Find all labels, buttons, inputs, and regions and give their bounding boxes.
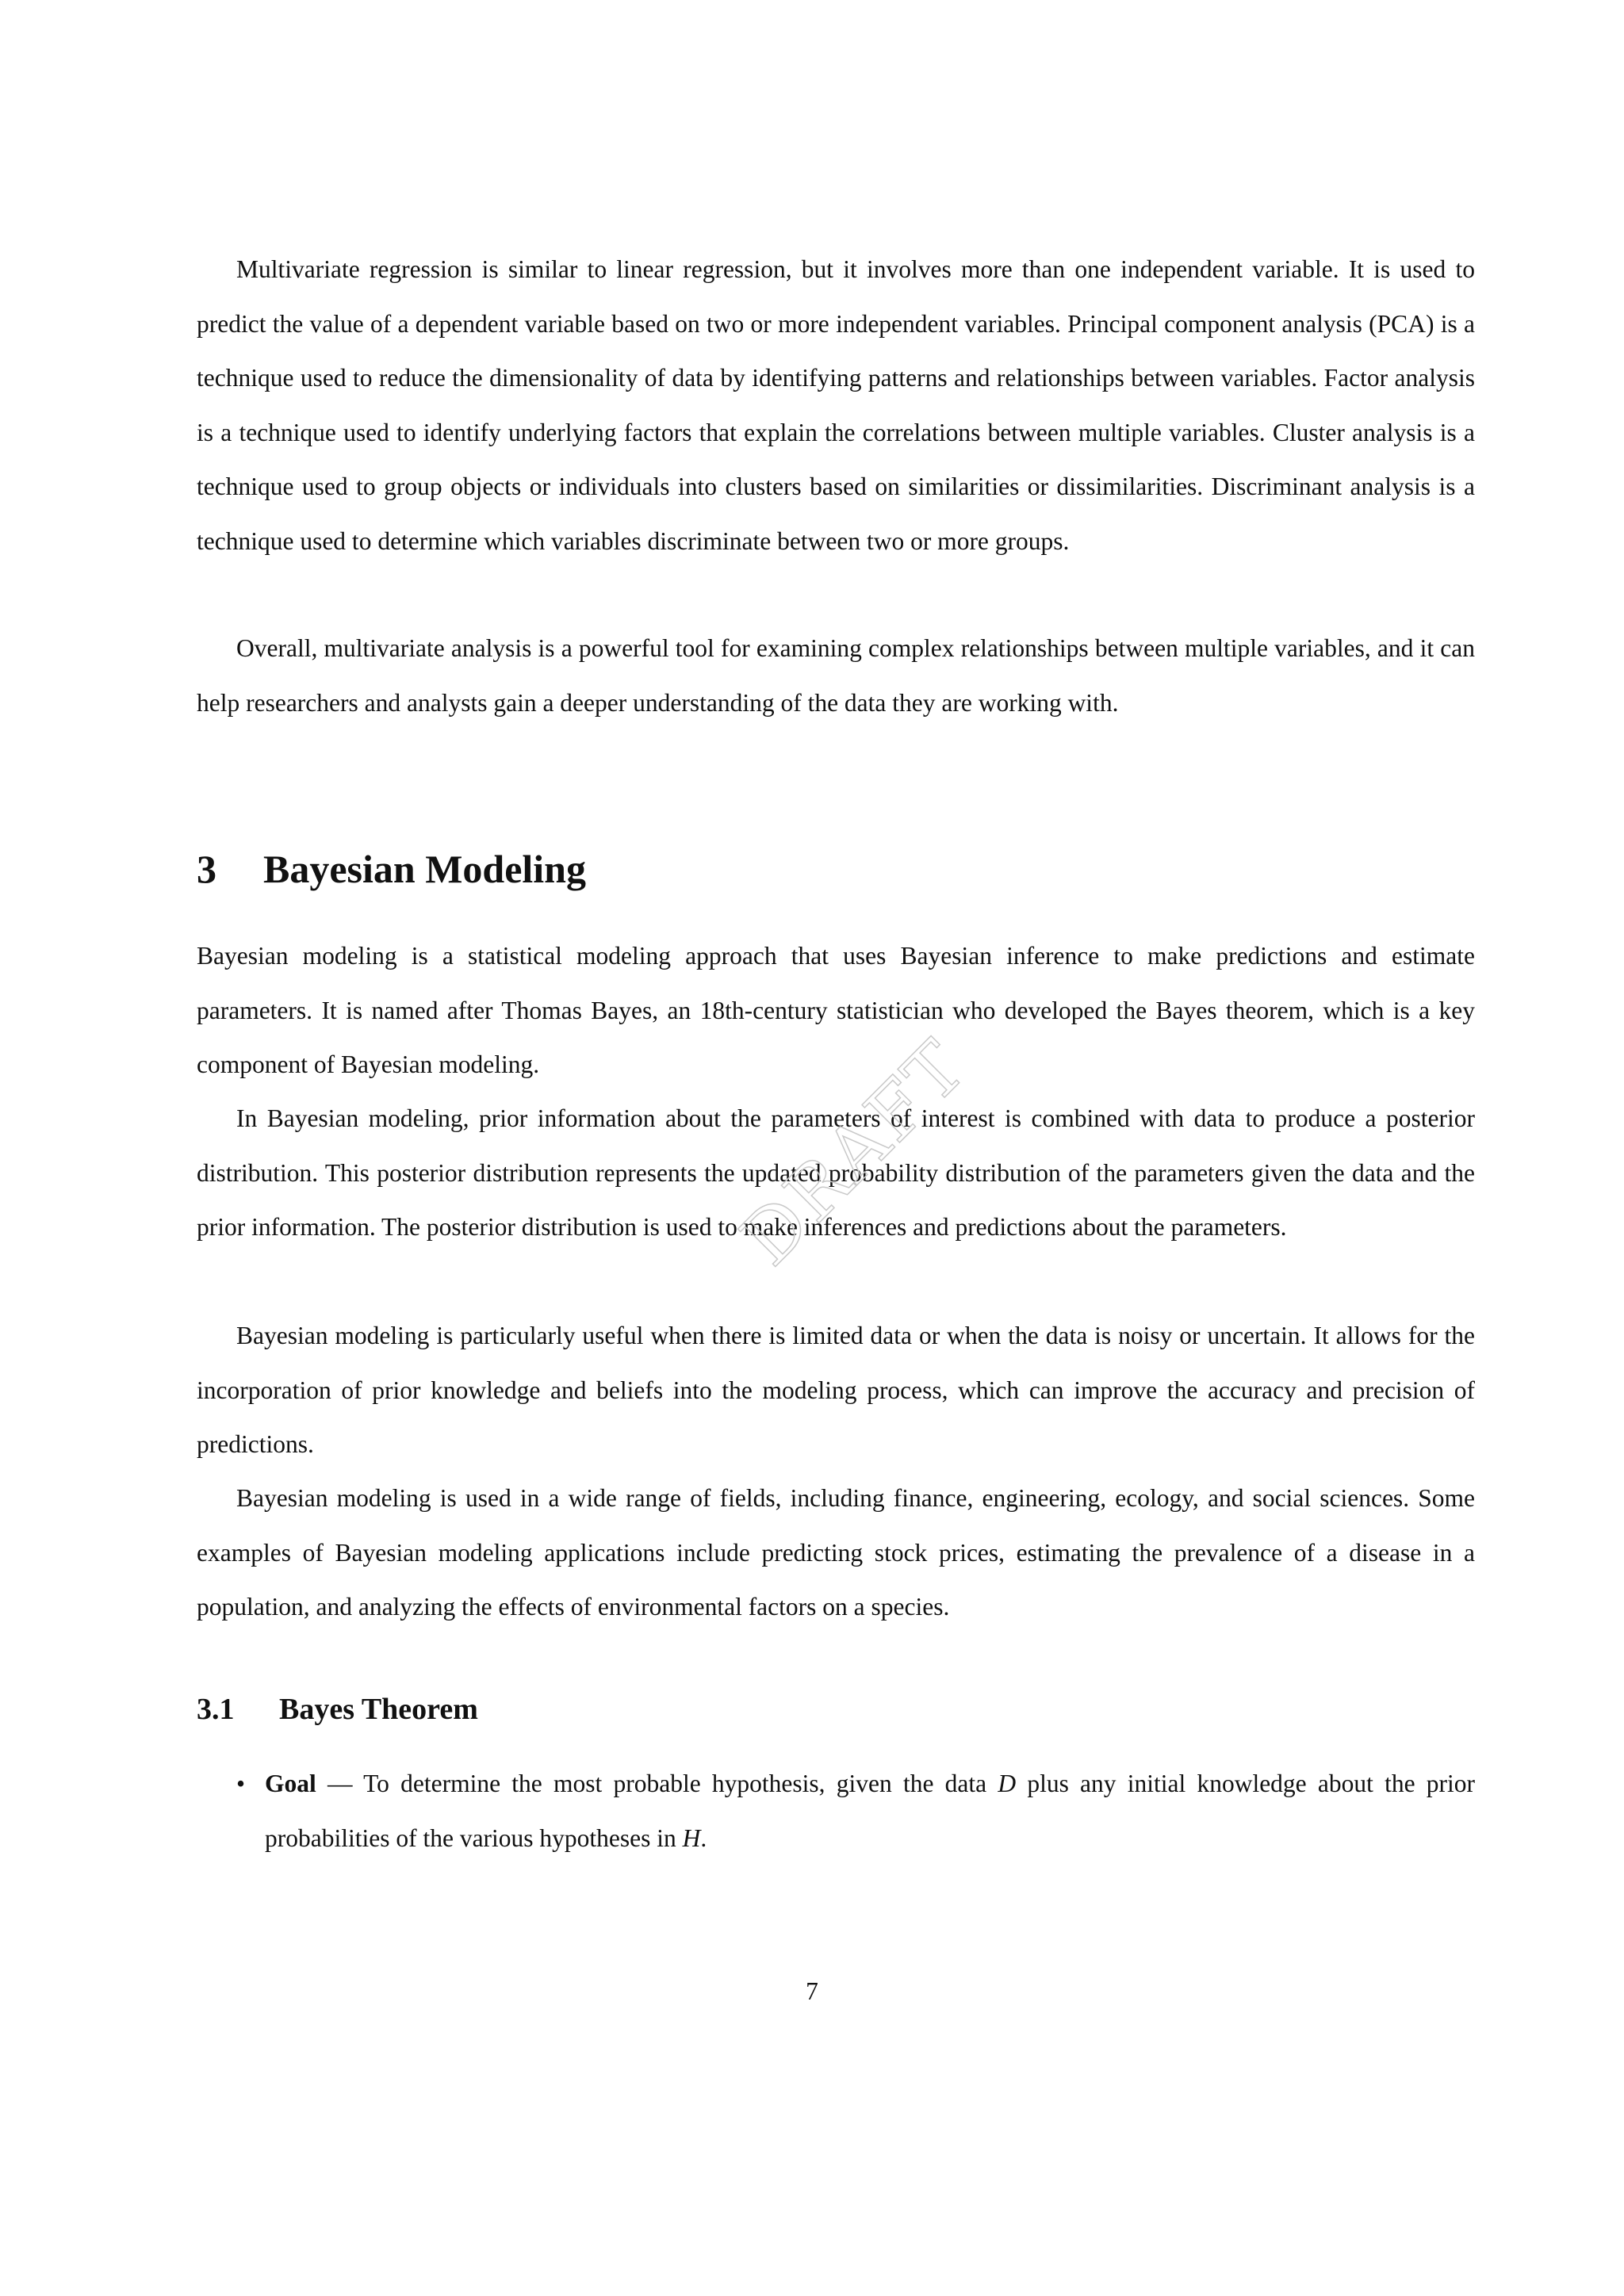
subsection-number: 3.1	[197, 1693, 235, 1726]
em-dash: —	[327, 1770, 353, 1797]
paragraph-multivariate-techniques: Multivariate regression is similar to linear regression, but it involves more than one independent variable. It is used to predict the value of a dependent variable based on two or more independent variables. Principal component analysis (PCA) is a technique used to reduce the dimensionality of data by identifying patterns and relationships between variables. Factor analysis is a technique used to identify underlying factors that explain the correlations between multiple variables. Cluster analysis is a technique used to group objects or individuals into clusters based on similarities or dissimilarities. Discriminant analysis is a technique used to determine which variables discriminate between two or more groups.	[197, 255, 1475, 555]
bullet-term: Goal	[265, 1770, 316, 1797]
paragraph-bayesian-usefulness: Bayesian modeling is particularly useful when there is limited data or when the data is noisy or uncertain. It allows for the incorporation of prior knowledge and beliefs into the modeling process, which can improve the accuracy and precision of predictions.	[197, 1322, 1475, 1458]
bullet-icon: •	[236, 1770, 246, 1797]
bullet-text-part-1: To determine the most probable hypothesis, given the data	[363, 1770, 987, 1797]
draft-watermark: DRAFT	[725, 1023, 984, 1282]
bullet-list	[197, 1757, 1475, 1866]
section-heading	[197, 840, 586, 897]
math-variable-h: H	[682, 1823, 701, 1852]
subsection-heading	[197, 1684, 478, 1735]
section-title: Bayesian Modeling	[263, 847, 586, 891]
paragraph-bayesian-applications: Bayesian modeling is used in a wide range of fields, including finance, engineering, ecology, and social sciences. Some examples of Bayesian modeling applications include predicting stock prices, estimating the prevalence of a disease in a population, and analyzing the effects of environmental factors on a species.	[197, 1484, 1475, 1621]
paragraph-bayesian-posterior: In Bayesian modeling, prior information about the parameters of interest is combined with data to produce a posterior distribution. This posterior distribution represents the updated probability distribution of the parameters given the data and the prior information. The posterior distribution is used to make inferences and predictions about the parameters.	[197, 1104, 1475, 1241]
paragraph-bayesian-intro: Bayesian modeling is a statistical modeling approach that uses Bayesian inference to make predictions and estimate parameters. It is named after Thomas Bayes, an 18th-century statistician who developed the Bayes theorem, which is a key component of Bayesian modeling.	[197, 942, 1475, 1078]
page-number: 7	[806, 1977, 818, 2005]
math-variable-d: D	[998, 1770, 1017, 1797]
subsection-title: Bayes Theorem	[279, 1693, 478, 1726]
section-number: 3	[197, 847, 216, 891]
list-item-goal	[197, 1757, 1475, 1866]
bullet-text-part-2: plus any initial knowledge about the prior probabilities of the various hypotheses in	[265, 1770, 1476, 1852]
bullet-text-end: .	[700, 1823, 707, 1852]
paragraph-multivariate-overall: Overall, multivariate analysis is a powerful tool for examining complex relationships between multiple variables, and it can help researchers and analysts gain a deeper understanding of the data they are working with.	[197, 634, 1475, 717]
